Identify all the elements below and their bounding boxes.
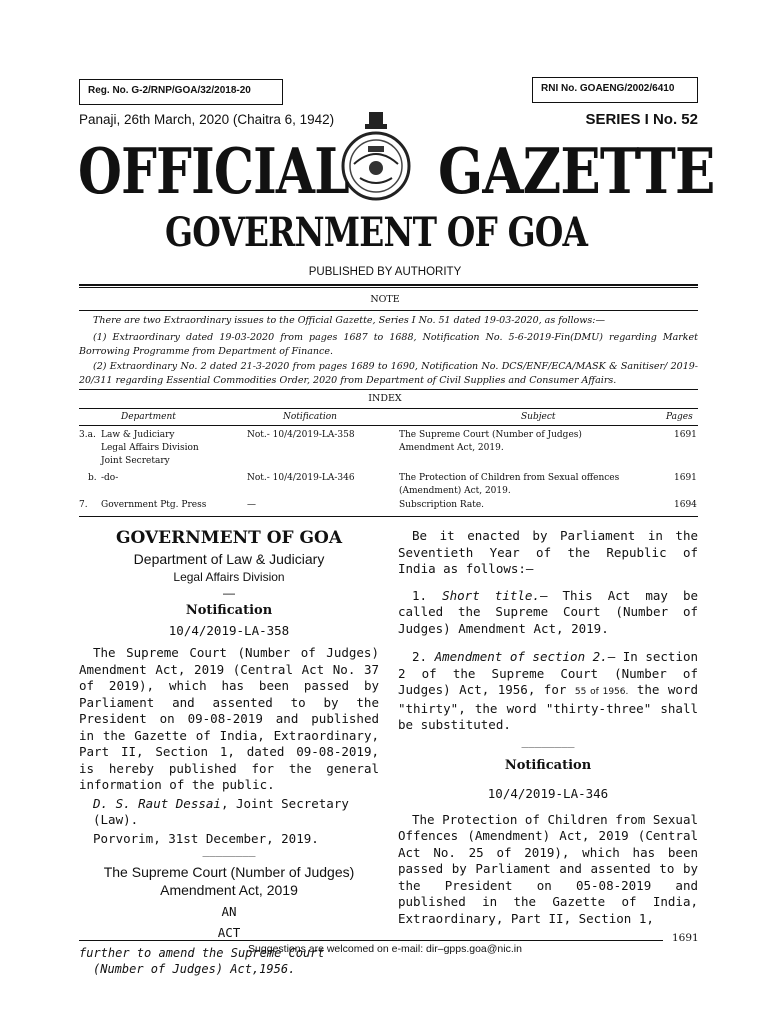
section-2 [398,649,698,734]
row-notif: — [247,500,256,510]
index-col-notification: Notification [283,412,337,422]
footer-suggestion: Suggestions are welcomed on e-mail: dir–gpps.goa@nic.in [248,943,522,955]
row-subject2: (Amendment) Act, 2019. [399,486,511,496]
rule-5 [79,408,698,409]
left-notification-heading: Notification [185,603,273,618]
row-subject: The Supreme Court (Number of Judges) [399,430,582,440]
rni-no-box [532,77,698,103]
footer-page-number: 1691 [672,932,699,944]
series-number: SERIES I No. 52 [585,111,698,128]
rni-no: RNI No. GOAENG/2002/6410 [541,83,675,94]
section-1 [398,588,698,638]
right-notification-heading: Notification [504,757,592,773]
left-notif-no: 10/4/2019-LA-358 [168,623,290,638]
right-enact: Be it enacted by Parliament in the Seventieth Year of the Republic of India as follows:— [398,528,698,576]
left-para-1: The Supreme Court (Number of Judges) Amendment Act, 2019 (Central Act No. 37 of 2019), which has been passed by Parliament and assented to by the President on 09-08-2019 and published in the Gazette of India, Extraordinary, Part II, Section 1, dated 09-08-2019, is hereby published for the general information of the public. [79,645,379,792]
row-num: 7. [79,500,88,510]
left-division: Legal Affairs Division [173,570,285,584]
state-emblem-icon [338,110,414,202]
masthead-government-of-goa: GOVERNMENT OF GOA [165,209,588,256]
left-dash: — [223,586,235,600]
note-item-2: (2) Extraordinary No. 2 dated 21-3-2020 from pages 1689 to 1690, Notification No. DCS/ENF/ECA/MASK & Sanitiser/ 2019-20/311 regarding Essential Commodities Order, 2020 from Department of Civil Supplies and Consumer Affairs. [79,361,698,386]
act-further: further to amend the Supreme Court (Number of Judges) Act,1956. [79,946,325,976]
row-dept: -do- [101,473,119,483]
masthead-gazette: GAZETTE [438,134,715,208]
act-an: AN [221,904,237,919]
signatory-title: , Joint Secretary (Law). [93,795,349,827]
rule-6 [79,425,698,426]
left-column [79,526,379,977]
index-col-pages: Pages [666,412,693,422]
row-dept3: Joint Secretary [101,456,170,466]
left-gov-heading: GOVERNMENT OF GOA [115,528,343,548]
date-line: Panaji, 26th March, 2020 (Chaitra 6, 1942) [79,112,335,127]
section-2-text-2: the word "thirty", the word "thirty-three" shall be substituted. [398,682,698,732]
footer-rule [79,940,663,941]
left-place-date: Porvorim, 31st December, 2019. [93,830,319,846]
rule-2 [79,287,698,288]
right-para: The Protection of Children from Sexual Offences (Amendment) Act, 2019 (Central Act No. 25 of 2019), which has been passed by Parliament and assented to by the President on 05-08-2019 and published in the Gazette of India, Extraordinary, Part II, Section 1, [398,811,698,926]
row-dept: Law & Judiciary [101,430,175,440]
signatory-name: D. S. Raut Dessai [93,795,221,811]
right-notif-no: 10/4/2019-LA-346 [487,785,609,801]
section-2-text: — In section 2 of the Supreme Court (Number of Judges) Act, 1956, for [398,649,699,697]
left-separator: ________ [202,844,256,857]
note-heading: NOTE [370,294,400,305]
section-2-title: Amendment of section 2. [434,649,608,664]
row-page: 1691 [674,430,697,440]
table-row [79,499,698,514]
section-1-prefix: 1. [412,587,443,603]
published-by-authority: PUBLISHED BY AUTHORITY [308,266,462,278]
reg-no-box [79,79,283,105]
left-signatory [79,796,379,829]
index-col-subject: Subject [521,412,556,422]
row-subject: Subscription Rate. [399,500,485,510]
act-title-1: The Supreme Court (Number of Judges) [103,864,355,880]
reg-no: Reg. No. G-2/RNP/GOA/32/2018-20 [88,85,251,96]
row-num: 3.a. [79,430,96,440]
right-column [398,528,698,927]
section-1-text: — This Act may be called the Supreme Court (Number of Judges) Amendment Act, 2019. [398,587,699,636]
note-intro: There are two Extraordinary issues to the Official Gazette, Series I No. 51 dated 19-03-2020, as follows:— [93,315,605,326]
row-subject2: Amendment Act, 2019. [399,443,504,453]
row-dept2: Legal Affairs Division [101,443,199,453]
row-page: 1691 [674,473,697,483]
rule-4 [79,389,698,390]
section-1-title: Short title. [442,587,540,603]
index-col-department: Department [121,412,176,422]
section-2-margin-note: 55 of 1956. [574,687,629,697]
act-act: ACT [217,925,241,940]
rule-7 [79,516,698,517]
row-notif: Not.- 10/4/2019-LA-358 [247,430,355,440]
masthead-official: OFFICIAL [78,134,349,208]
row-page: 1694 [674,500,697,510]
rule-1 [79,284,698,286]
row-num: b. [88,473,97,483]
row-subject: The Protection of Children from Sexual offences [399,473,620,483]
note-item-1: (1) Extraordinary dated 19-03-2020 from pages 1687 to 1688, Notification No. 5-6-2019-Fin(DMU) regarding Market Borrowing Programme from Department of Finance. [79,332,698,357]
act-title-2: Amendment Act, 2019 [160,882,298,898]
row-notif: Not.- 10/4/2019-LA-346 [247,473,355,483]
section-2-prefix: 2. [412,649,435,664]
rule-3 [79,310,698,311]
left-dept: Department of Law & Judiciary [133,551,325,567]
right-separator: ________ [521,734,575,748]
index-heading: INDEX [368,393,402,404]
table-row [79,472,698,500]
row-dept: Government Ptg. Press [101,500,207,510]
table-row [79,429,698,471]
